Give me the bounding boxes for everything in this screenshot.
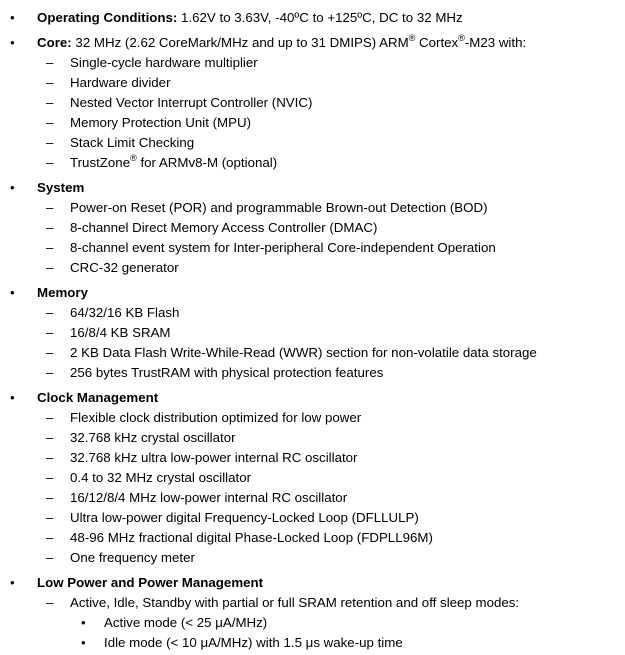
sub-list-item: • Idle mode (< 10 μA/MHz) with 1.5 μs wake-up time xyxy=(0,633,625,653)
feature-list xyxy=(0,8,625,653)
dash-icon: – xyxy=(46,260,54,275)
dash-icon: – xyxy=(46,115,54,130)
dash-icon: – xyxy=(46,345,54,360)
list-item: – 48-96 MHz fractional digital Phase-Locked Loop (FDPLL96M) xyxy=(0,528,625,548)
list-item: – One frequency meter xyxy=(0,548,625,568)
section-power-management xyxy=(0,573,625,653)
registered-mark: ® xyxy=(408,32,416,43)
clock-title: Clock Management xyxy=(37,390,159,405)
list-item: – Nested Vector Interrupt Controller (NVIC) xyxy=(0,93,625,113)
section-heading xyxy=(0,388,625,408)
list-item: – 0.4 to 32 MHz crystal oscillator xyxy=(0,468,625,488)
dash-icon: – xyxy=(46,55,54,70)
dash-icon: – xyxy=(46,550,54,565)
registered-mark: ® xyxy=(458,32,465,43)
list-item: – 16/8/4 KB SRAM xyxy=(0,323,625,343)
dash-icon: – xyxy=(46,430,54,445)
bullet-icon: • xyxy=(10,285,15,300)
dash-icon: – xyxy=(46,510,54,525)
dash-icon: – xyxy=(46,220,54,235)
core-label: Core: xyxy=(37,35,72,50)
feature-operating-conditions xyxy=(0,8,625,28)
dash-icon: – xyxy=(46,365,54,380)
memory-title: Memory xyxy=(37,285,88,300)
dash-icon: – xyxy=(46,595,54,610)
bullet-icon: • xyxy=(81,615,86,630)
list-item: – 256 bytes TrustRAM with physical protection features xyxy=(0,363,625,383)
bullet-icon: • xyxy=(10,390,15,405)
dash-icon: – xyxy=(46,530,54,545)
section-heading xyxy=(0,573,625,593)
list-item: – 8-channel Direct Memory Access Controller (DMAC) xyxy=(0,218,625,238)
section-clock-management xyxy=(0,388,625,568)
dash-icon: – xyxy=(46,75,54,90)
list-item: – 2 KB Data Flash Write-While-Read (WWR) section for non-volatile data storage xyxy=(0,343,625,363)
dash-icon: – xyxy=(46,240,54,255)
list-item: – Flexible clock distribution optimized for low power xyxy=(0,408,625,428)
dash-icon: – xyxy=(46,200,54,215)
list-item: – 8-channel event system for Inter-peripheral Core-independent Operation xyxy=(0,238,625,258)
bullet-icon: • xyxy=(10,575,15,590)
section-heading xyxy=(0,283,625,303)
list-item: – 16/12/8/4 MHz low-power internal RC oscillator xyxy=(0,488,625,508)
sub-list-item: • Active mode (< 25 μA/MHz) xyxy=(0,613,625,633)
system-title: System xyxy=(37,180,85,195)
list-item: – 64/32/16 KB Flash xyxy=(0,303,625,323)
bullet-icon: • xyxy=(81,635,86,650)
section-memory xyxy=(0,283,625,383)
dash-icon: – xyxy=(46,135,54,150)
list-item: – Ultra low-power digital Frequency-Locked Loop (DFLLULP) xyxy=(0,508,625,528)
section-core xyxy=(0,33,625,173)
bullet-icon: • xyxy=(10,35,15,50)
dash-icon: – xyxy=(46,305,54,320)
power-title: Low Power and Power Management xyxy=(37,575,264,590)
dash-icon: – xyxy=(46,95,54,110)
list-item: – Single-cycle hardware multiplier xyxy=(0,53,625,73)
bullet-icon: • xyxy=(10,10,15,25)
list-item: – 32.768 kHz ultra low-power internal RC oscillator xyxy=(0,448,625,468)
dash-icon: – xyxy=(46,490,54,505)
dash-icon: – xyxy=(46,450,54,465)
dash-icon: – xyxy=(46,410,54,425)
operating-conditions-label: Operating Conditions: xyxy=(37,10,178,25)
list-item: – Hardware divider xyxy=(0,73,625,93)
list-item: – Memory Protection Unit (MPU) xyxy=(0,113,625,133)
registered-mark: ® xyxy=(130,152,137,163)
section-heading xyxy=(0,178,625,198)
operating-conditions-text: 1.62V to 3.63V, -40ºC to +125ºC, DC to 32 MHz xyxy=(177,10,463,25)
section-operating-conditions xyxy=(0,8,625,28)
list-item: – Power-on Reset (POR) and programmable Brown-out Detection (BOD) xyxy=(0,198,625,218)
list-item: – TrustZone® for ARMv8-M (optional) xyxy=(0,153,625,173)
section-system xyxy=(0,178,625,278)
dash-icon: – xyxy=(46,325,54,340)
list-item: – CRC-32 generator xyxy=(0,258,625,278)
list-item: – 32.768 kHz crystal oscillator xyxy=(0,428,625,448)
list-item: – Stack Limit Checking xyxy=(0,133,625,153)
dash-icon: – xyxy=(46,470,54,485)
list-item: – Active, Idle, Standby with partial or full SRAM retention and off sleep modes: xyxy=(0,593,625,613)
dash-icon: – xyxy=(46,155,54,170)
bullet-icon: • xyxy=(10,180,15,195)
core-text: 32 MHz (2.62 CoreMark/MHz and up to 31 DMIPS) ARM xyxy=(71,35,409,50)
feature-core: • Core: 32 MHz (2.62 CoreMark/MHz and up to 31 DMIPS) ARM® Cortex®-M23 with: xyxy=(0,33,625,53)
